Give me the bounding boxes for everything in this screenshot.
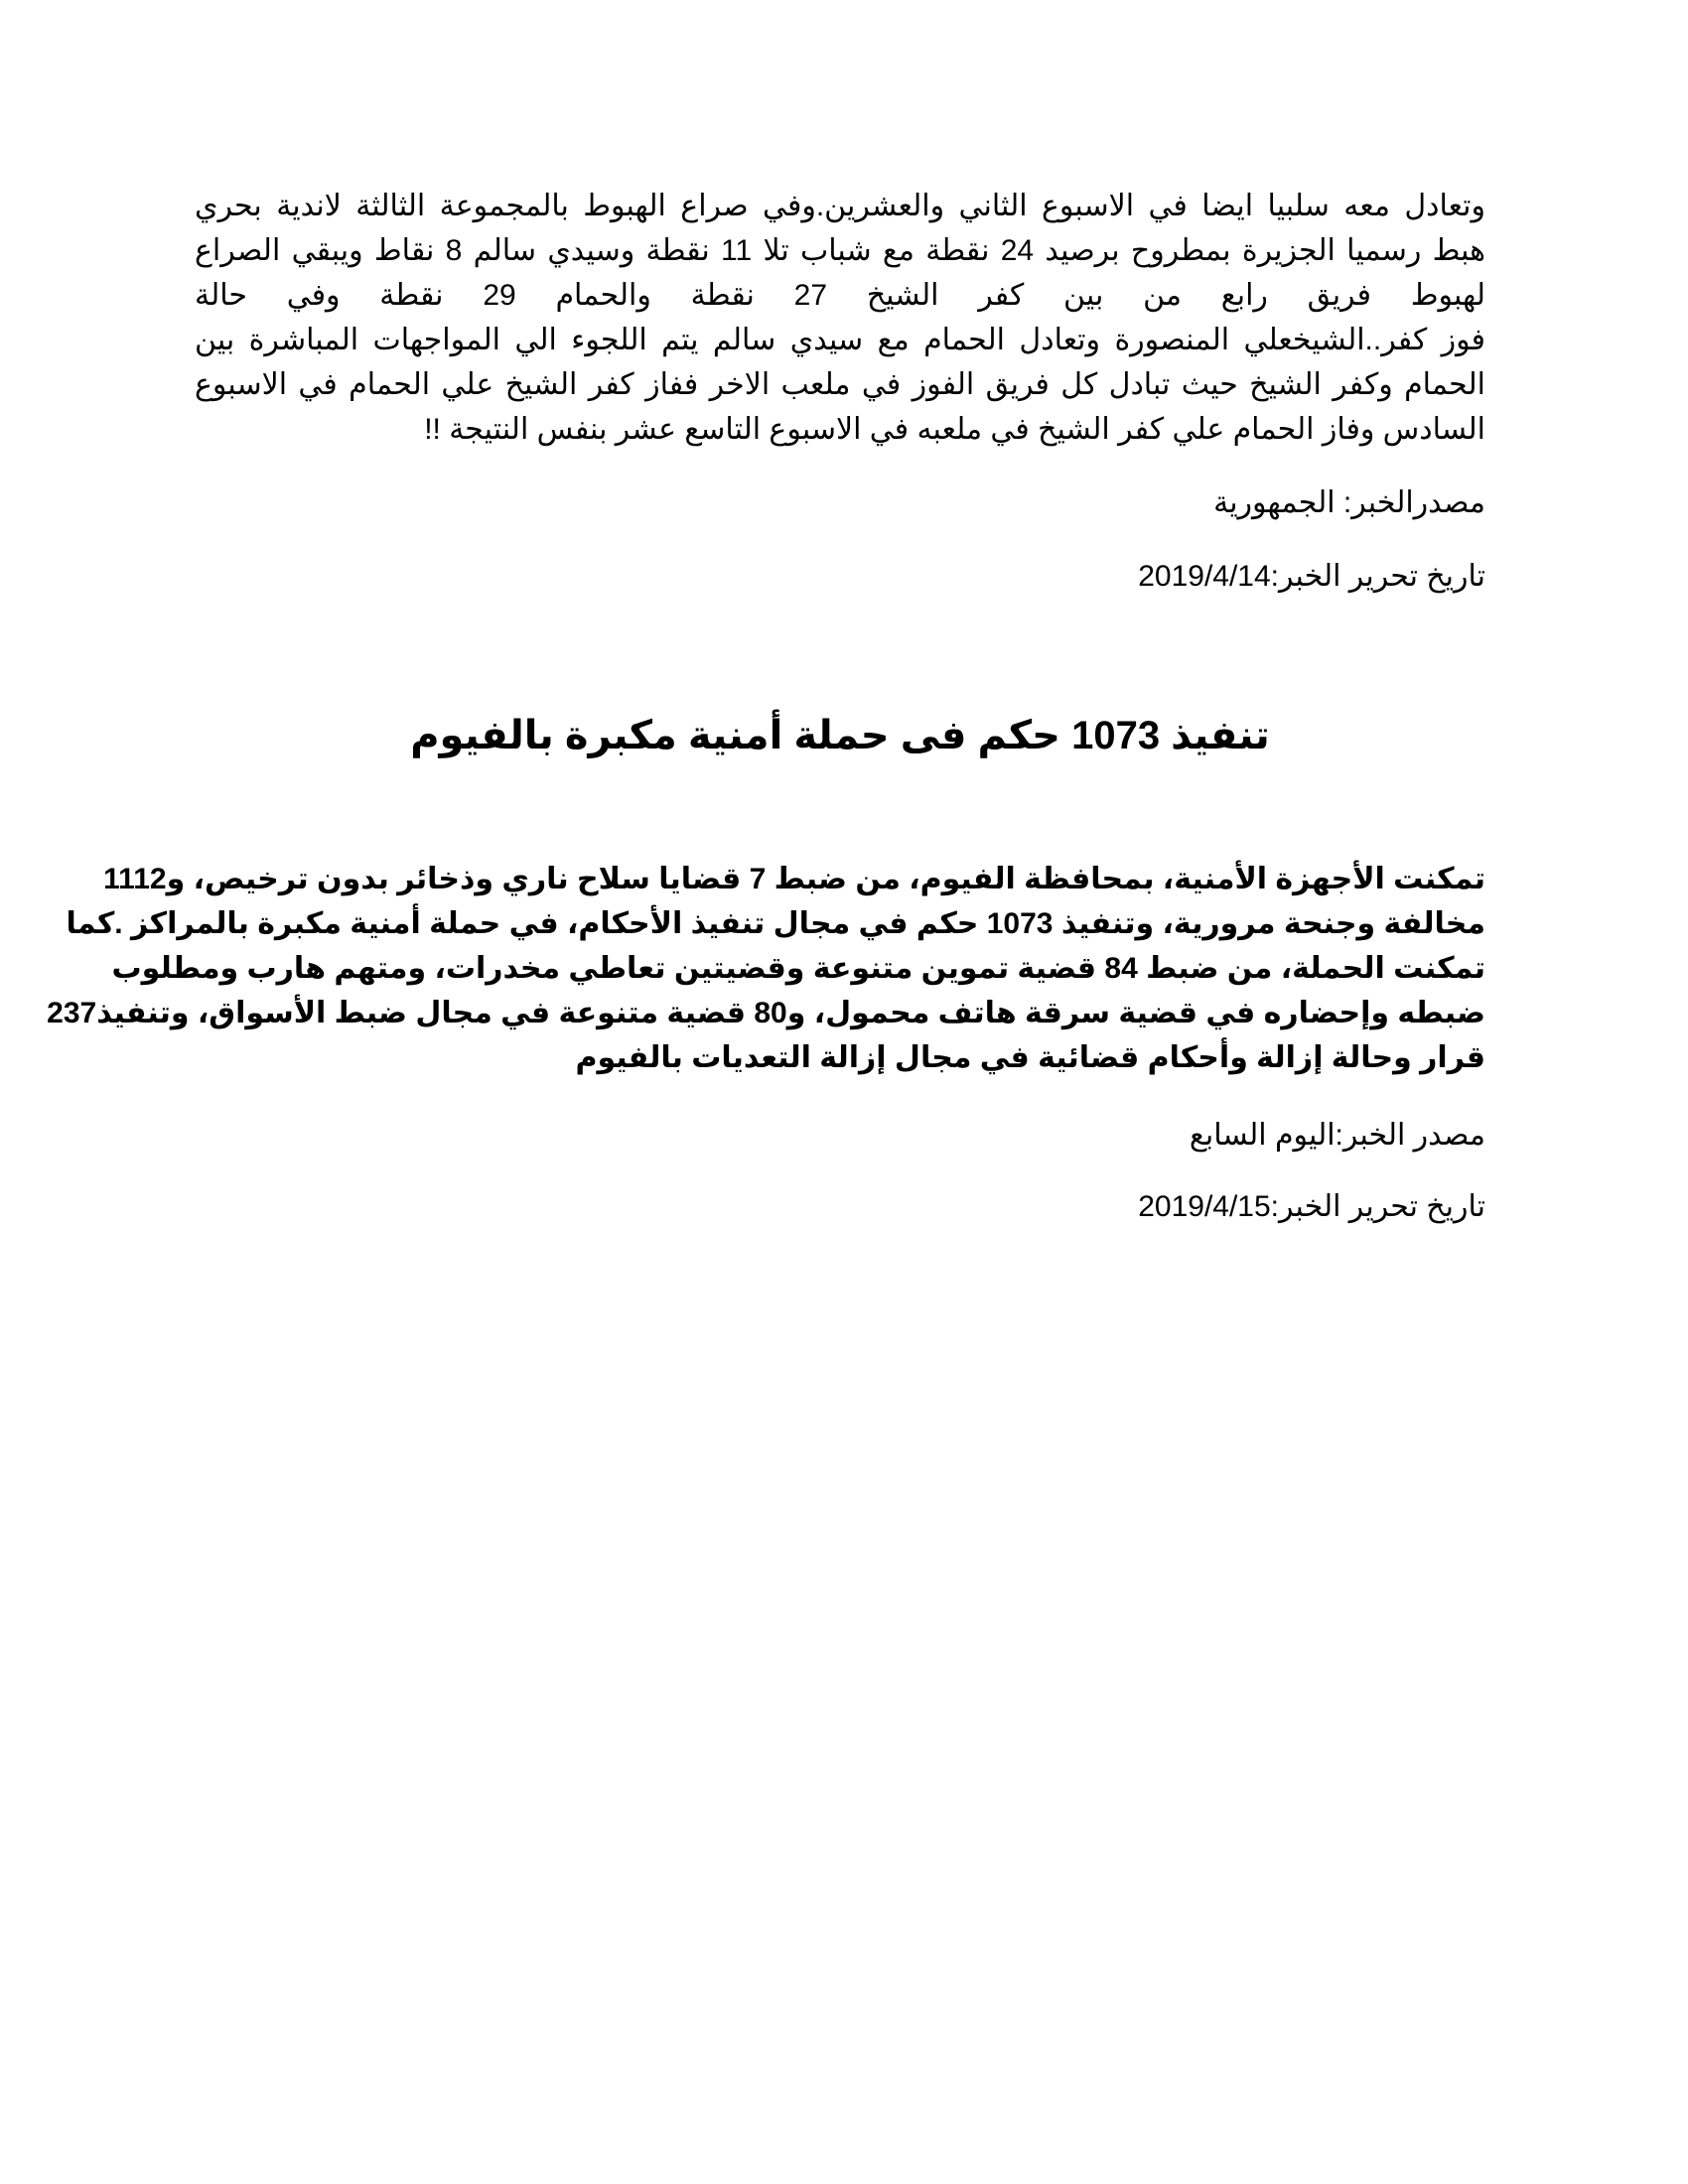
article-1-line: وتعادل معه سلبيا ايضا في الاسبوع الثاني والعشرين.وفي صراع الهبوط بالمجموعة الثالثة لاندية بحري xyxy=(195,190,1485,222)
article-2-line: مخالفة وجنحة مرورية، وتنفيذ 1073 حكم في مجال تنفيذ الأحكام، في حملة أمنية مكبرة بالمراكز .كما xyxy=(66,907,1485,940)
article-2-source: مصدر الخبر:اليوم السابع xyxy=(1189,1119,1485,1152)
article-2-line: تمكنت الأجهزة الأمنية، بمحافظة الفيوم، من ضبط 7 قضايا سلاح ناري وذخائر بدون ترخيص، و1112 xyxy=(103,863,1485,895)
article-2-line: ضبطه وإحضاره في قضية سرقة هاتف محمول، و80 قضية متنوعة في مجال ضبط الأسواق، وتنفيذ237 xyxy=(47,997,1485,1029)
article-1-line: فوز كفر..الشيخعلي المنصورة وتعادل الحمام مع سيدي سالم يتم اللجوء الي المواجهات المباشرة بين xyxy=(195,324,1485,356)
article-1-date: تاريخ تحرير الخبر:2019/4/14 xyxy=(1138,560,1485,593)
article-2-date: تاريخ تحرير الخبر:2019/4/15 xyxy=(1138,1190,1485,1223)
article-1-line: لهبوط فريق رابع من بين كفر الشيخ 27 نقطة والحمام 29 نقطة وفي حالة xyxy=(195,279,1485,312)
article-1-line: الحمام وكفر الشيخ حيث تبادل كل فريق الفوز في ملعب الاخر ففاز كفر الشيخ علي الحمام في الاسبوع xyxy=(195,368,1485,401)
article-2-headline: تنفيذ 1073 حكم فى حملة أمنية مكبرة بالفيوم xyxy=(410,714,1270,757)
article-2-body xyxy=(47,857,1485,1080)
article-2-line: تمكنت الحملة، من ضبط 84 قضية تموين متنوعة وقضيتين تعاطي مخدرات، ومتهم هارب ومطلوب xyxy=(111,952,1485,985)
article-1-line: هبط رسميا الجزيرة بمطروح برصيد 24 نقطة مع شباب تلا 11 نقطة وسيدي سالم 8 نقاط ويبقي الصراع xyxy=(195,234,1485,267)
article-1-line: السادس وفاز الحمام علي كفر الشيخ في ملعبه في الاسبوع التاسع عشر بنفس النتيجة !! xyxy=(424,413,1485,446)
article-1-source: مصدرالخبر: الجمهورية xyxy=(1213,486,1485,519)
article-1-body xyxy=(195,184,1485,452)
article-2-line: قرار وحالة إزالة وأحكام قضائية في مجال إزالة التعديات بالفيوم xyxy=(575,1041,1485,1074)
document-page xyxy=(47,184,1485,1227)
